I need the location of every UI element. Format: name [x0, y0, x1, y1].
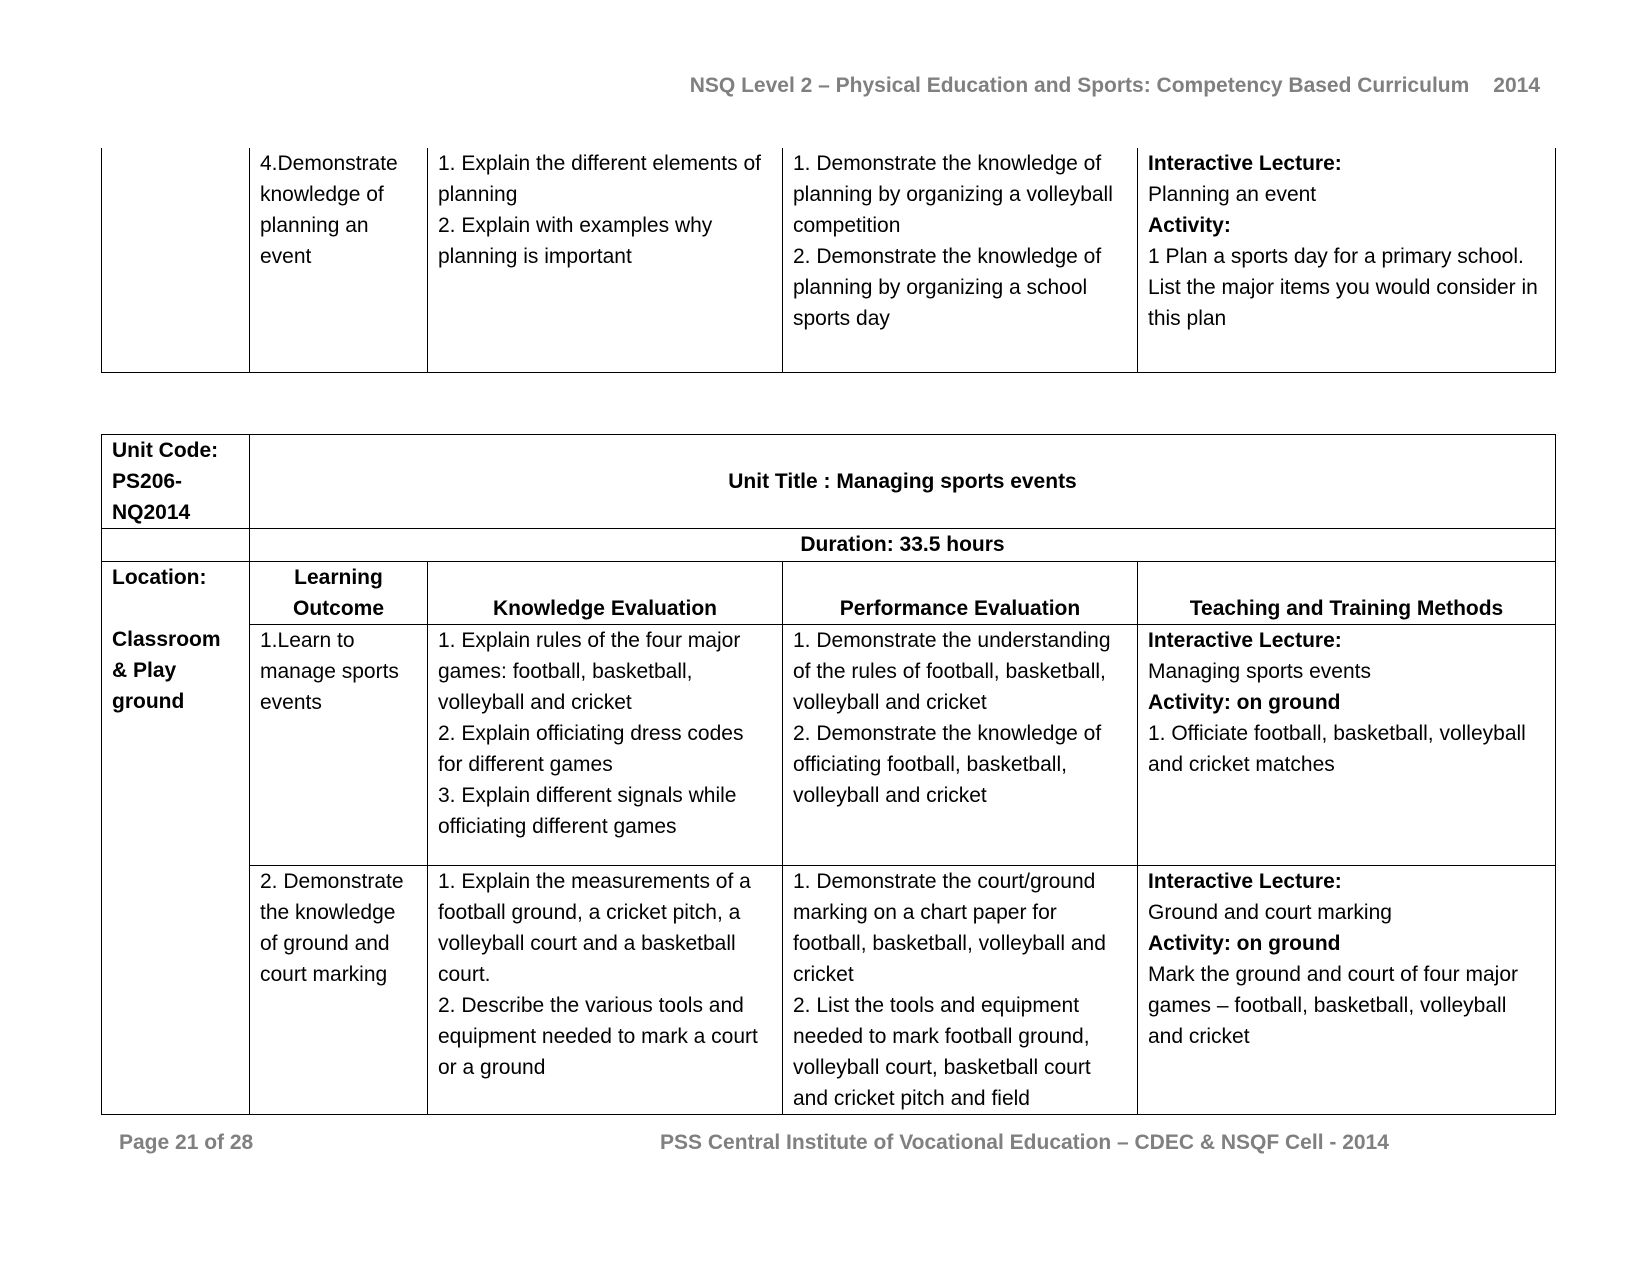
- performance-item: 1. Demonstrate the knowledge of planning by organizing a volleyball competition: [793, 152, 1113, 237]
- performance-evaluation-cell: [783, 625, 1138, 866]
- learning-outcome-cell: [250, 148, 428, 372]
- learning-outcome-cell: [250, 866, 428, 1115]
- duration-row: [102, 529, 1556, 562]
- activity-text: Mark the ground and court of four major games – football, basketball, volleyball and cricket: [1148, 963, 1519, 1048]
- header-year: 2014: [1493, 74, 1540, 97]
- activity-label: Activity: on ground: [1148, 691, 1341, 714]
- empty-cell: [102, 529, 250, 562]
- learning-outcome-text: 4.Demonstrate knowledge of planning an event: [260, 152, 398, 268]
- unit-code-line: PS206-: [112, 470, 183, 493]
- location-line: & Play: [112, 659, 177, 682]
- table-row: [102, 866, 1556, 1115]
- column-header-row: [102, 562, 1556, 625]
- curriculum-table-continued: [101, 148, 1556, 373]
- activity-text: 1 Plan a sports day for a primary school. List the major items you would consider in this plan: [1148, 245, 1538, 330]
- learning-outcome-cell: [250, 625, 428, 866]
- header-title: NSQ Level 2 – Physical Education and Sports: Competency Based Curriculum: [689, 74, 1470, 97]
- knowledge-evaluation-cell: [428, 866, 783, 1115]
- unit-code-label: Unit Code:: [112, 439, 219, 462]
- location-line: ground: [112, 690, 185, 713]
- performance-item: 1. Demonstrate the understanding of the rules of football, basketball, volleyball and cricket: [793, 629, 1111, 714]
- knowledge-item: 1. Explain the different elements of planning: [438, 152, 761, 206]
- header-learning-outcome: Learning Outcome: [250, 562, 428, 625]
- teaching-methods-cell: [1138, 148, 1556, 372]
- location-cell: [102, 562, 250, 1115]
- footer-organization: PSS Central Institute of Vocational Education – CDEC & NSQF Cell - 2014: [660, 1131, 1389, 1154]
- lecture-label: Interactive Lecture:: [1148, 629, 1342, 652]
- lecture-text: Ground and court marking: [1148, 901, 1392, 924]
- unit-code-line: NQ2014: [112, 501, 191, 524]
- header-performance-evaluation: Performance Evaluation: [783, 562, 1138, 625]
- lecture-label: Interactive Lecture:: [1148, 152, 1342, 175]
- unit-code-cell: [102, 435, 250, 529]
- knowledge-evaluation-cell: [428, 625, 783, 866]
- activity-label: Activity:: [1148, 214, 1231, 237]
- performance-item: 1. Demonstrate the court/ground marking on a chart paper for football, basketball, volleyball and cricket: [793, 870, 1106, 986]
- performance-item: 2. Demonstrate the knowledge of officiating football, basketball, volleyball and cricket: [793, 722, 1102, 807]
- table-row: [102, 625, 1556, 866]
- lecture-text: Planning an event: [1148, 183, 1317, 206]
- unit-header-row: [102, 435, 1556, 529]
- teaching-methods-cell: [1138, 866, 1556, 1115]
- performance-item: 2. List the tools and equipment needed to mark football ground, volleyball court, basketball court and cricket pitch and field: [793, 994, 1091, 1110]
- header-knowledge-evaluation: Knowledge Evaluation: [428, 562, 783, 625]
- duration: Duration: 33.5 hours: [250, 529, 1556, 562]
- lecture-text: Managing sports events: [1148, 660, 1371, 683]
- unit-table: [101, 434, 1556, 1115]
- knowledge-item: 2. Describe the various tools and equipment needed to mark a court or a ground: [438, 994, 758, 1079]
- knowledge-evaluation-cell: [428, 148, 783, 372]
- learning-outcome-text: 2. Demonstrate the knowledge of ground and court marking: [260, 870, 404, 986]
- location-line: Classroom: [112, 628, 221, 651]
- performance-item: 2. Demonstrate the knowledge of planning by organizing a school sports day: [793, 245, 1102, 330]
- unit-title: Unit Title : Managing sports events: [250, 435, 1556, 529]
- location-label: Location:: [112, 566, 207, 589]
- performance-evaluation-cell: [783, 866, 1138, 1115]
- knowledge-item: 3. Explain different signals while officiating different games: [438, 784, 737, 838]
- learning-outcome-text: 1.Learn to manage sports events: [260, 629, 399, 714]
- knowledge-item: 1. Explain rules of the four major games: football, basketball, volleyball and cricket: [438, 629, 741, 714]
- table-row: [102, 148, 1556, 372]
- knowledge-item: 2. Explain with examples why planning is important: [438, 214, 713, 268]
- lecture-label: Interactive Lecture:: [1148, 870, 1342, 893]
- page-header: [600, 74, 1540, 98]
- header-teaching-methods: Teaching and Training Methods: [1138, 562, 1556, 625]
- knowledge-item: 2. Explain officiating dress codes for different games: [438, 722, 744, 776]
- location-cell: [102, 148, 250, 372]
- teaching-methods-cell: [1138, 625, 1556, 866]
- knowledge-item: 1. Explain the measurements of a football ground, a cricket pitch, a volleyball court and a basketball court.: [438, 870, 751, 986]
- performance-evaluation-cell: [783, 148, 1138, 372]
- activity-text: 1. Officiate football, basketball, volleyball and cricket matches: [1148, 722, 1526, 776]
- activity-label: Activity: on ground: [1148, 932, 1341, 955]
- footer-page-number: Page 21 of 28: [119, 1131, 254, 1154]
